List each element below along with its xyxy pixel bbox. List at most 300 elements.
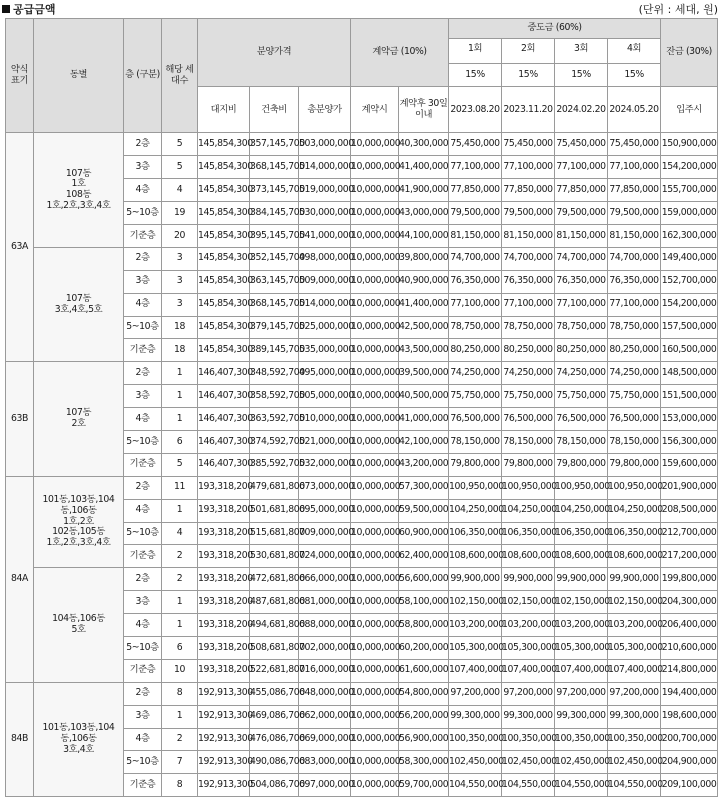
middle-1-cell: 74,250,000 xyxy=(449,362,502,385)
households-cell: 3 xyxy=(162,293,198,316)
floor-cell: 2층 xyxy=(124,476,162,499)
land-cost-cell: 145,854,300 xyxy=(198,156,250,179)
middle-1-cell: 78,750,000 xyxy=(449,316,502,339)
type-cell: 63B xyxy=(6,362,34,476)
middle-4-cell: 77,850,000 xyxy=(608,179,661,202)
section-title-text: 공급금액 xyxy=(13,3,56,16)
installment-pct: 15% xyxy=(555,63,607,87)
floor-cell: 5~10층 xyxy=(124,316,162,339)
floor-cell: 3층 xyxy=(124,591,162,614)
balance-cell: 208,500,000 xyxy=(661,499,718,522)
building-cost-cell: 501,681,800 xyxy=(250,499,299,522)
middle-1-cell: 79,800,000 xyxy=(449,453,502,476)
contract-at-cell: 10,000,000 xyxy=(351,614,399,637)
land-cost-cell: 146,407,300 xyxy=(198,453,250,476)
floor-cell: 4층 xyxy=(124,614,162,637)
floor-cell: 2층 xyxy=(124,362,162,385)
contract-after-cell: 39,800,000 xyxy=(399,247,449,270)
middle-2-cell: 102,450,000 xyxy=(502,751,555,774)
middle-2-cell: 77,100,000 xyxy=(502,156,555,179)
middle-3-cell: 107,400,000 xyxy=(555,659,608,682)
middle-2-cell: 81,150,000 xyxy=(502,224,555,247)
contract-after-cell: 57,300,000 xyxy=(399,476,449,499)
middle-2-cell: 102,150,000 xyxy=(502,591,555,614)
contract-at-cell: 10,000,000 xyxy=(351,362,399,385)
contract-after-cell: 44,100,000 xyxy=(399,224,449,247)
households-cell: 5 xyxy=(162,156,198,179)
dong-line: 1호,2호,3호,4호 xyxy=(46,199,111,211)
middle-1-cell: 76,500,000 xyxy=(449,408,502,431)
total-price-cell: 498,000,000 xyxy=(299,247,351,270)
households-cell: 1 xyxy=(162,385,198,408)
header-move-in: 입주시 xyxy=(661,87,718,133)
contract-after-cell: 41,000,000 xyxy=(399,408,449,431)
dong-line: 107동 xyxy=(65,167,92,179)
floor-cell: 3층 xyxy=(124,270,162,293)
balance-cell: 150,900,000 xyxy=(661,133,718,156)
middle-2-cell: 78,750,000 xyxy=(502,316,555,339)
contract-at-cell: 10,000,000 xyxy=(351,682,399,705)
land-cost-cell: 192,913,300 xyxy=(198,728,250,751)
dong-line: 1호,2호,3호,4호 xyxy=(46,537,111,549)
land-cost-cell: 145,854,300 xyxy=(198,247,250,270)
unit-note: (단위 : 세대, 원) xyxy=(638,3,718,16)
header-floor: 층 (구분) xyxy=(124,19,162,133)
households-cell: 3 xyxy=(162,270,198,293)
balance-cell: 199,800,000 xyxy=(661,568,718,591)
table-row xyxy=(6,247,718,270)
total-price-cell: 505,000,000 xyxy=(299,385,351,408)
contract-after-cell: 40,300,000 xyxy=(399,133,449,156)
dong-cell xyxy=(34,682,124,796)
installment-header xyxy=(555,39,608,87)
middle-1-cell: 106,350,000 xyxy=(449,522,502,545)
middle-4-cell: 102,450,000 xyxy=(608,751,661,774)
total-price-cell: 666,000,000 xyxy=(299,568,351,591)
balance-cell: 198,600,000 xyxy=(661,705,718,728)
contract-after-cell: 62,400,000 xyxy=(399,545,449,568)
balance-cell: 157,500,000 xyxy=(661,316,718,339)
middle-1-cell: 97,200,000 xyxy=(449,682,502,705)
middle-4-cell: 104,250,000 xyxy=(608,499,661,522)
middle-4-cell: 81,150,000 xyxy=(608,224,661,247)
middle-1-cell: 81,150,000 xyxy=(449,224,502,247)
contract-at-cell: 10,000,000 xyxy=(351,270,399,293)
middle-3-cell: 104,250,000 xyxy=(555,499,608,522)
middle-4-cell: 105,300,000 xyxy=(608,636,661,659)
middle-1-cell: 108,600,000 xyxy=(449,545,502,568)
contract-after-cell: 43,000,000 xyxy=(399,202,449,225)
middle-3-cell: 104,550,000 xyxy=(555,774,608,797)
contract-at-cell: 10,000,000 xyxy=(351,247,399,270)
middle-3-cell: 100,350,000 xyxy=(555,728,608,751)
floor-cell: 기준층 xyxy=(124,224,162,247)
total-price-cell: 683,000,000 xyxy=(299,751,351,774)
middle-3-cell: 80,250,000 xyxy=(555,339,608,362)
floor-cell: 2층 xyxy=(124,682,162,705)
land-cost-cell: 145,854,300 xyxy=(198,179,250,202)
middle-3-cell: 99,900,000 xyxy=(555,568,608,591)
balance-cell: 217,200,000 xyxy=(661,545,718,568)
households-cell: 5 xyxy=(162,453,198,476)
floor-cell: 5~10층 xyxy=(124,430,162,453)
type-cell: 63A xyxy=(6,133,34,362)
building-cost-cell: 384,145,700 xyxy=(250,202,299,225)
building-cost-cell: 379,145,700 xyxy=(250,316,299,339)
middle-3-cell: 97,200,000 xyxy=(555,682,608,705)
middle-2-cell: 74,250,000 xyxy=(502,362,555,385)
header-type: 약식 표기 xyxy=(6,19,34,133)
land-cost-cell: 145,854,300 xyxy=(198,270,250,293)
contract-after-cell: 58,800,000 xyxy=(399,614,449,637)
middle-2-cell: 100,350,000 xyxy=(502,728,555,751)
contract-after-cell: 60,900,000 xyxy=(399,522,449,545)
building-cost-cell: 363,145,700 xyxy=(250,270,299,293)
building-cost-cell: 479,681,800 xyxy=(250,476,299,499)
land-cost-cell: 193,318,200 xyxy=(198,614,250,637)
middle-4-cell: 77,100,000 xyxy=(608,293,661,316)
table-header xyxy=(6,19,718,133)
balance-cell: 159,600,000 xyxy=(661,453,718,476)
top-bar xyxy=(0,0,722,18)
contract-after-cell: 58,300,000 xyxy=(399,751,449,774)
total-price-cell: 709,000,000 xyxy=(299,522,351,545)
table-row xyxy=(6,362,718,385)
land-cost-cell: 192,913,300 xyxy=(198,774,250,797)
floor-cell: 2층 xyxy=(124,133,162,156)
balance-cell: 159,000,000 xyxy=(661,202,718,225)
balance-cell: 151,500,000 xyxy=(661,385,718,408)
balance-cell: 204,300,000 xyxy=(661,591,718,614)
middle-2-cell: 100,950,000 xyxy=(502,476,555,499)
floor-cell: 4층 xyxy=(124,499,162,522)
total-price-cell: 648,000,000 xyxy=(299,682,351,705)
households-cell: 8 xyxy=(162,682,198,705)
type-cell: 84B xyxy=(6,682,34,796)
middle-2-cell: 75,450,000 xyxy=(502,133,555,156)
header-contract: 계약금 (10%) xyxy=(351,19,449,87)
middle-4-cell: 77,100,000 xyxy=(608,156,661,179)
middle-4-cell: 79,500,000 xyxy=(608,202,661,225)
middle-2-cell: 97,200,000 xyxy=(502,682,555,705)
contract-at-cell: 10,000,000 xyxy=(351,568,399,591)
land-cost-cell: 145,854,300 xyxy=(198,293,250,316)
middle-3-cell: 81,150,000 xyxy=(555,224,608,247)
middle-2-cell: 79,500,000 xyxy=(502,202,555,225)
middle-4-cell: 78,750,000 xyxy=(608,316,661,339)
contract-at-cell: 10,000,000 xyxy=(351,224,399,247)
households-cell: 1 xyxy=(162,408,198,431)
total-price-cell: 541,000,000 xyxy=(299,224,351,247)
building-cost-cell: 476,086,700 xyxy=(250,728,299,751)
land-cost-cell: 192,913,300 xyxy=(198,751,250,774)
total-price-cell: 662,000,000 xyxy=(299,705,351,728)
building-cost-cell: 494,681,800 xyxy=(250,614,299,637)
total-price-cell: 697,000,000 xyxy=(299,774,351,797)
contract-after-cell: 60,200,000 xyxy=(399,636,449,659)
middle-2-cell: 104,550,000 xyxy=(502,774,555,797)
households-cell: 3 xyxy=(162,247,198,270)
type-cell: 84A xyxy=(6,476,34,682)
contract-after-cell: 56,200,000 xyxy=(399,705,449,728)
middle-2-cell: 75,750,000 xyxy=(502,385,555,408)
building-cost-cell: 374,592,700 xyxy=(250,430,299,453)
building-cost-cell: 368,145,700 xyxy=(250,293,299,316)
middle-1-cell: 77,100,000 xyxy=(449,293,502,316)
households-cell: 1 xyxy=(162,591,198,614)
middle-1-cell: 80,250,000 xyxy=(449,339,502,362)
households-cell: 6 xyxy=(162,430,198,453)
table-row xyxy=(6,568,718,591)
floor-cell: 5~10층 xyxy=(124,751,162,774)
building-cost-cell: 357,145,700 xyxy=(250,133,299,156)
households-cell: 20 xyxy=(162,224,198,247)
middle-4-cell: 75,450,000 xyxy=(608,133,661,156)
middle-1-cell: 105,300,000 xyxy=(449,636,502,659)
land-cost-cell: 193,318,200 xyxy=(198,568,250,591)
header-date-4: 2024.05.20 xyxy=(608,87,661,133)
building-cost-cell: 469,086,700 xyxy=(250,705,299,728)
balance-cell: 200,700,000 xyxy=(661,728,718,751)
floor-cell: 기준층 xyxy=(124,545,162,568)
dong-cell xyxy=(34,568,124,682)
dong-line: 5호 xyxy=(71,624,86,636)
floor-cell: 기준층 xyxy=(124,774,162,797)
total-price-cell: 503,000,000 xyxy=(299,133,351,156)
installment-header xyxy=(608,39,661,87)
building-cost-cell: 358,592,700 xyxy=(250,385,299,408)
middle-2-cell: 77,850,000 xyxy=(502,179,555,202)
middle-3-cell: 105,300,000 xyxy=(555,636,608,659)
balance-cell: 214,800,000 xyxy=(661,659,718,682)
middle-2-cell: 106,350,000 xyxy=(502,522,555,545)
dong-line: 107동 xyxy=(65,292,92,304)
middle-2-cell: 99,900,000 xyxy=(502,568,555,591)
total-price-cell: 519,000,000 xyxy=(299,179,351,202)
middle-3-cell: 106,350,000 xyxy=(555,522,608,545)
header-total: 총분양가 xyxy=(299,87,351,133)
dong-line: 107동 xyxy=(65,407,92,419)
land-cost-cell: 193,318,200 xyxy=(198,499,250,522)
middle-1-cell: 75,450,000 xyxy=(449,133,502,156)
contract-at-cell: 10,000,000 xyxy=(351,316,399,339)
contract-at-cell: 10,000,000 xyxy=(351,591,399,614)
households-cell: 2 xyxy=(162,545,198,568)
contract-at-cell: 10,000,000 xyxy=(351,545,399,568)
balance-cell: 154,200,000 xyxy=(661,293,718,316)
dong-line: 101동,103동,104동,106동 xyxy=(42,722,115,745)
building-cost-cell: 490,086,700 xyxy=(250,751,299,774)
contract-after-cell: 42,500,000 xyxy=(399,316,449,339)
total-price-cell: 510,000,000 xyxy=(299,408,351,431)
middle-3-cell: 76,350,000 xyxy=(555,270,608,293)
contract-after-cell: 59,700,000 xyxy=(399,774,449,797)
building-cost-cell: 352,145,700 xyxy=(250,247,299,270)
header-dong: 동별 xyxy=(34,19,124,133)
middle-1-cell: 77,100,000 xyxy=(449,156,502,179)
land-cost-cell: 193,318,200 xyxy=(198,522,250,545)
floor-cell: 기준층 xyxy=(124,339,162,362)
header-contract-at: 계약시 xyxy=(351,87,399,133)
land-cost-cell: 193,318,200 xyxy=(198,476,250,499)
building-cost-cell: 508,681,800 xyxy=(250,636,299,659)
total-price-cell: 673,000,000 xyxy=(299,476,351,499)
dong-cell xyxy=(34,362,124,476)
households-cell: 11 xyxy=(162,476,198,499)
contract-at-cell: 10,000,000 xyxy=(351,522,399,545)
table-row xyxy=(6,682,718,705)
land-cost-cell: 193,318,200 xyxy=(198,591,250,614)
total-price-cell: 688,000,000 xyxy=(299,614,351,637)
header-middle: 중도금 (60%) xyxy=(449,19,661,39)
middle-4-cell: 75,750,000 xyxy=(608,385,661,408)
installment-label: 3회 xyxy=(573,43,589,54)
contract-at-cell: 10,000,000 xyxy=(351,408,399,431)
middle-2-cell: 77,100,000 xyxy=(502,293,555,316)
balance-cell: 212,700,000 xyxy=(661,522,718,545)
households-cell: 1 xyxy=(162,705,198,728)
households-cell: 4 xyxy=(162,522,198,545)
total-price-cell: 530,000,000 xyxy=(299,202,351,225)
dong-cell xyxy=(34,133,124,247)
building-cost-cell: 368,145,700 xyxy=(250,156,299,179)
middle-3-cell: 74,700,000 xyxy=(555,247,608,270)
installment-header xyxy=(449,39,502,87)
middle-4-cell: 79,800,000 xyxy=(608,453,661,476)
middle-2-cell: 79,800,000 xyxy=(502,453,555,476)
dong-line: 104동,106동 xyxy=(52,613,105,625)
balance-cell: 148,500,000 xyxy=(661,362,718,385)
land-cost-cell: 146,407,300 xyxy=(198,362,250,385)
contract-at-cell: 10,000,000 xyxy=(351,636,399,659)
total-price-cell: 702,000,000 xyxy=(299,636,351,659)
contract-at-cell: 10,000,000 xyxy=(351,499,399,522)
balance-cell: 156,300,000 xyxy=(661,430,718,453)
households-cell: 18 xyxy=(162,316,198,339)
installment-label: 1회 xyxy=(467,43,483,54)
dong-line: 3호,4호 xyxy=(63,743,94,755)
header-sale-price: 분양가격 xyxy=(198,19,351,87)
middle-4-cell: 107,400,000 xyxy=(608,659,661,682)
floor-cell: 4층 xyxy=(124,179,162,202)
middle-4-cell: 80,250,000 xyxy=(608,339,661,362)
middle-1-cell: 79,500,000 xyxy=(449,202,502,225)
middle-1-cell: 99,900,000 xyxy=(449,568,502,591)
middle-1-cell: 75,750,000 xyxy=(449,385,502,408)
land-cost-cell: 146,407,300 xyxy=(198,430,250,453)
floor-cell: 기준층 xyxy=(124,659,162,682)
floor-cell: 기준층 xyxy=(124,453,162,476)
middle-1-cell: 104,550,000 xyxy=(449,774,502,797)
building-cost-cell: 395,145,700 xyxy=(250,224,299,247)
building-cost-cell: 389,145,700 xyxy=(250,339,299,362)
land-cost-cell: 193,318,200 xyxy=(198,545,250,568)
middle-4-cell: 74,700,000 xyxy=(608,247,661,270)
section-title xyxy=(2,1,56,17)
middle-4-cell: 99,900,000 xyxy=(608,568,661,591)
contract-at-cell: 10,000,000 xyxy=(351,705,399,728)
households-cell: 5 xyxy=(162,133,198,156)
building-cost-cell: 385,592,700 xyxy=(250,453,299,476)
middle-4-cell: 106,350,000 xyxy=(608,522,661,545)
middle-3-cell: 76,500,000 xyxy=(555,408,608,431)
square-bullet-icon xyxy=(2,5,10,13)
contract-after-cell: 56,900,000 xyxy=(399,728,449,751)
middle-1-cell: 103,200,000 xyxy=(449,614,502,637)
installment-pct: 15% xyxy=(608,63,660,87)
dong-line: 3호,4호,5호 xyxy=(54,303,103,315)
contract-at-cell: 10,000,000 xyxy=(351,476,399,499)
contract-after-cell: 59,500,000 xyxy=(399,499,449,522)
middle-3-cell: 103,200,000 xyxy=(555,614,608,637)
floor-cell: 3층 xyxy=(124,156,162,179)
middle-3-cell: 77,100,000 xyxy=(555,156,608,179)
middle-2-cell: 99,300,000 xyxy=(502,705,555,728)
total-price-cell: 495,000,000 xyxy=(299,362,351,385)
middle-2-cell: 105,300,000 xyxy=(502,636,555,659)
floor-cell: 4층 xyxy=(124,293,162,316)
table-row xyxy=(6,133,718,156)
middle-4-cell: 104,550,000 xyxy=(608,774,661,797)
contract-after-cell: 41,900,000 xyxy=(399,179,449,202)
contract-at-cell: 10,000,000 xyxy=(351,385,399,408)
contract-at-cell: 10,000,000 xyxy=(351,430,399,453)
contract-at-cell: 10,000,000 xyxy=(351,202,399,225)
land-cost-cell: 192,913,300 xyxy=(198,682,250,705)
middle-1-cell: 104,250,000 xyxy=(449,499,502,522)
total-price-cell: 535,000,000 xyxy=(299,339,351,362)
total-price-cell: 514,000,000 xyxy=(299,293,351,316)
contract-at-cell: 10,000,000 xyxy=(351,659,399,682)
header-date-2: 2023.11.20 xyxy=(502,87,555,133)
land-cost-cell: 193,318,200 xyxy=(198,659,250,682)
middle-4-cell: 97,200,000 xyxy=(608,682,661,705)
balance-cell: 160,500,000 xyxy=(661,339,718,362)
balance-cell: 154,200,000 xyxy=(661,156,718,179)
middle-3-cell: 78,150,000 xyxy=(555,430,608,453)
middle-3-cell: 79,800,000 xyxy=(555,453,608,476)
building-cost-cell: 530,681,800 xyxy=(250,545,299,568)
middle-1-cell: 102,450,000 xyxy=(449,751,502,774)
middle-2-cell: 78,150,000 xyxy=(502,430,555,453)
building-cost-cell: 487,681,800 xyxy=(250,591,299,614)
header-contract-after: 계약후 30일 이내 xyxy=(399,87,449,133)
middle-1-cell: 76,350,000 xyxy=(449,270,502,293)
contract-at-cell: 10,000,000 xyxy=(351,453,399,476)
balance-cell: 201,900,000 xyxy=(661,476,718,499)
installment-pct: 15% xyxy=(449,63,501,87)
land-cost-cell: 146,407,300 xyxy=(198,408,250,431)
balance-cell: 204,900,000 xyxy=(661,751,718,774)
households-cell: 18 xyxy=(162,339,198,362)
installment-header xyxy=(502,39,555,87)
households-cell: 7 xyxy=(162,751,198,774)
floor-cell: 4층 xyxy=(124,408,162,431)
installment-pct: 15% xyxy=(502,63,554,87)
floor-cell: 5~10층 xyxy=(124,522,162,545)
total-price-cell: 509,000,000 xyxy=(299,270,351,293)
contract-after-cell: 56,600,000 xyxy=(399,568,449,591)
dong-cell xyxy=(34,476,124,568)
dong-line: 1호,2호 xyxy=(63,515,94,527)
floor-cell: 3층 xyxy=(124,705,162,728)
middle-4-cell: 100,950,000 xyxy=(608,476,661,499)
balance-cell: 210,600,000 xyxy=(661,636,718,659)
households-cell: 4 xyxy=(162,179,198,202)
contract-at-cell: 10,000,000 xyxy=(351,293,399,316)
total-price-cell: 716,000,000 xyxy=(299,659,351,682)
contract-at-cell: 10,000,000 xyxy=(351,774,399,797)
